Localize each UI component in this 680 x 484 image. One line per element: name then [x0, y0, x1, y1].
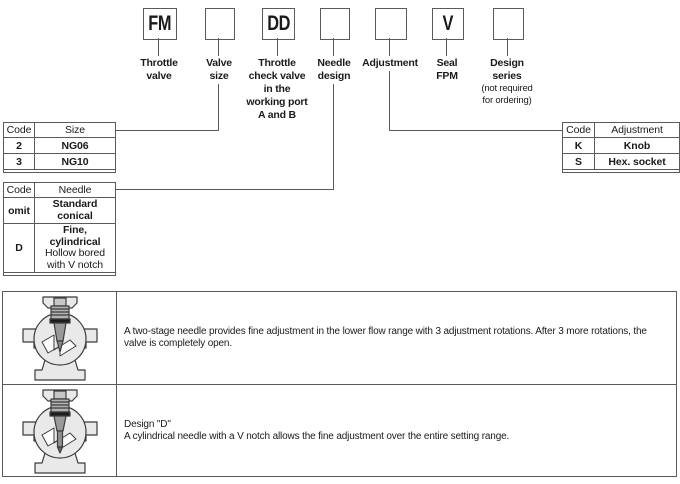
connector-line-adjustment	[389, 71, 390, 131]
table-row	[563, 154, 679, 170]
connector-line	[446, 38, 447, 56]
label-line: design	[317, 70, 351, 82]
code-box-seal	[432, 8, 464, 40]
label-line: Design	[490, 57, 524, 69]
label-note-line: (not required	[481, 83, 533, 94]
valve-drawing-standard	[20, 296, 100, 381]
code-box-throttle-valve	[143, 8, 177, 40]
needle-table	[3, 182, 116, 276]
value-cell: Knob	[623, 139, 651, 152]
note-row-two-stage	[3, 292, 676, 385]
value-line: Standard	[52, 198, 98, 210]
connector-line	[507, 38, 508, 56]
value-cell: NG06	[61, 139, 89, 152]
label-line: FPM	[436, 70, 458, 82]
connector-line-needle	[333, 84, 334, 190]
code-cell: omit	[4, 198, 35, 223]
code-cell: K	[563, 138, 595, 153]
table-row	[563, 138, 679, 154]
value-line: Fine,	[62, 224, 87, 236]
valve-drawing-design-d	[20, 389, 100, 474]
code-text-v: V	[442, 12, 454, 35]
valve-cross-section-design-d-image	[3, 385, 117, 477]
header-cell: Adjustment	[611, 124, 663, 136]
code-cell: S	[563, 154, 595, 169]
table-header-row	[4, 123, 115, 138]
connector-line	[277, 38, 278, 56]
header-cell: Needle	[58, 184, 92, 196]
label-line: A and B	[258, 109, 296, 121]
code-cell: 3	[4, 154, 35, 169]
value-line: Hollow bored	[44, 247, 106, 259]
note-row-design-d	[3, 385, 676, 477]
size-table	[3, 122, 116, 173]
label-line: size	[209, 70, 229, 82]
connector-line	[158, 38, 159, 56]
code-box-valve-size	[205, 8, 235, 40]
connector-line	[389, 38, 390, 56]
label-design-series	[452, 57, 562, 106]
code-box-needle-design	[320, 8, 350, 40]
label-line: Seal	[436, 57, 458, 69]
label-line: Adjustment	[362, 57, 418, 69]
note-title: Design "D"	[124, 418, 171, 430]
label-line: in the	[263, 83, 291, 95]
code-text-fm: FM	[148, 12, 172, 35]
value-line: cylindrical	[49, 235, 101, 248]
note-text: A cylindrical needle with a V notch allows the fine adjustment over the entire setting range.	[124, 431, 510, 442]
label-line: Throttle	[140, 57, 178, 69]
connector-line-needle	[114, 189, 334, 190]
connector-line-adjustment	[390, 130, 562, 131]
code-box-throttle-check-valve	[262, 8, 295, 40]
value-line: conical	[57, 209, 93, 222]
header-cell: Code	[563, 123, 595, 137]
table-row	[4, 198, 115, 224]
label-line: Throttle	[258, 57, 296, 69]
code-box-design-series	[493, 8, 524, 40]
label-line: working port	[246, 96, 308, 108]
table-row	[4, 138, 115, 154]
header-cell: Code	[4, 123, 35, 137]
connector-line-valve-size	[114, 130, 219, 131]
code-cell: 2	[4, 138, 35, 153]
code-box-adjustment	[375, 8, 407, 40]
table-row	[4, 224, 115, 273]
connector-line	[218, 38, 219, 56]
value-cell: NG10	[61, 155, 89, 168]
label-line: check valve	[248, 70, 306, 82]
table-header-row	[4, 183, 115, 198]
label-line: valve	[146, 70, 172, 82]
table-header-row	[563, 123, 679, 138]
code-text-dd: DD	[267, 12, 290, 35]
connector-line	[333, 38, 334, 56]
label-line: Needle	[317, 57, 351, 69]
adjustment-table	[562, 122, 680, 173]
notes-section	[2, 291, 677, 477]
label-note-line: for ordering)	[482, 94, 532, 106]
header-cell: Code	[4, 183, 35, 197]
label-line: series	[492, 70, 522, 82]
table-row	[4, 154, 115, 170]
connector-line-valve-size	[218, 84, 219, 131]
value-line: with V notch	[47, 258, 103, 271]
code-cell: D	[4, 224, 35, 272]
label-line: Valve	[206, 57, 232, 69]
valve-cross-section-standard-image	[3, 292, 117, 384]
note-text: A two-stage needle provides fine adjustment in the lower flow range with 3 adjustment rotations. After 3 more rotations, the valve is completely open.	[124, 325, 647, 349]
value-cell: Hex. socket	[608, 155, 666, 168]
header-cell: Size	[64, 124, 86, 136]
